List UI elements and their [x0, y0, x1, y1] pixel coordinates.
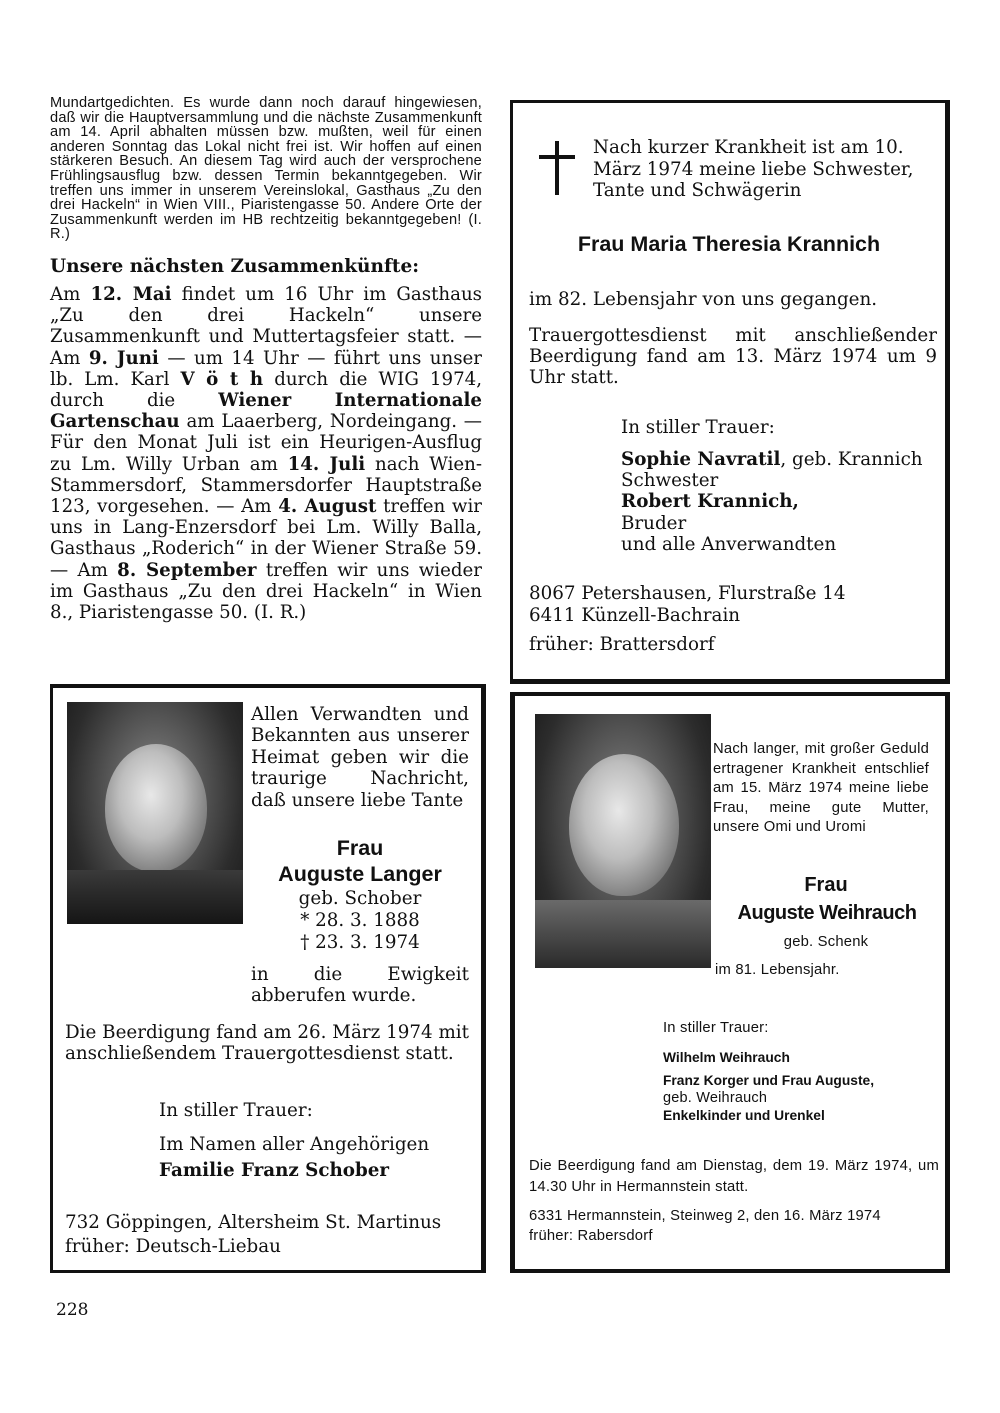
- event-wig: Wiener Internationale Gartenschau: [50, 389, 482, 433]
- krannich-address: 8067 Petershausen, Flurstraße 14 6411 Künzell-Bachrain früher: Brattersdorf: [529, 583, 846, 655]
- langer-funeral: Die Beerdigung fand am 26. März 1974 mit anschließendem Trauergottesdienst statt.: [65, 1022, 469, 1065]
- name-voeth: V ö t h: [180, 368, 264, 390]
- weihrauch-title: Frau: [804, 874, 848, 896]
- langer-family: Familie Franz Schober: [159, 1160, 390, 1181]
- date-july: 14. Juli: [287, 453, 366, 475]
- weihrauch-address: 6331 Hermannstein, Steinweg 2, den 16. März 1974: [529, 1208, 881, 1224]
- langer-name: Auguste Langer: [278, 862, 442, 886]
- krannich-m2-rel: Bruder: [621, 512, 687, 534]
- meetings-body: Am 12. Mai findet um 16 Uhr im Gasthaus „Zu den drei Hackeln“ unsere Zusammenkunft und Muttertagsfeier statt. — Am 9. Juni — um 14 Uhr — führt uns unser lb. Lm. Karl V ö t h durch die WIG 1974, durch die Wiener Internationale Gartenschau am Laaerberg, Nordeingang. — Für den Monat Juli ist ein Heurigen-Ausflug zu Lm. Willy Urban am 14. Juli nach Wien-Stammersdorf, Stammersdorfer Hauptstraße 123, vorgesehen. — Am 4. August treffen wir uns in Lang-Enzersdorf bei Lm. Willy Balla, Gasthaus „Roderich“ in der Wiener Straße 59. — Am 8. September treffen wir uns wieder im Gasthaus „Zu den drei Hackeln“ in Wien 8., Piaristengasse 50. (I. R.): [50, 283, 483, 623]
- krannich-m3: und alle Anverwandten: [621, 533, 837, 555]
- meetings-heading: Unsere nächsten Zusammenkünfte:: [50, 255, 420, 277]
- krannich-intro: Nach kurzer Krankheit ist am 10. März 1974 meine liebe Schwester, Tante und Schwägerin: [593, 137, 914, 201]
- langer-mourning: In stiller Trauer:: [159, 1100, 313, 1121]
- weihrauch-mourners: [663, 1048, 943, 1125]
- langer-outro: in die Ewigkeit abberufen wurde.: [251, 964, 469, 1007]
- notice-weihrauch: [510, 692, 950, 1273]
- langer-title: Frau: [336, 836, 384, 860]
- langer-dates: geb. Schober * 28. 3. 1888 † 23. 3. 1974: [251, 888, 469, 954]
- krannich-mourning: In stiller Trauer:: [621, 417, 775, 438]
- date-august: 4. August: [278, 495, 377, 517]
- weihrauch-born-name: geb. Schenk: [783, 934, 869, 950]
- krannich-m1-name: Sophie Navratil: [621, 449, 781, 470]
- langer-address: 732 Göppingen, Altersheim St. Martinus: [65, 1212, 442, 1233]
- weihrauch-funeral: Die Beerdigung fand am Dienstag, dem 19. März 1974, um 14.30 Uhr in Hermannstein statt.: [529, 1158, 939, 1195]
- weihrauch-mourning: In stiller Trauer:: [663, 1020, 769, 1036]
- krannich-m1-rel: Schwester: [621, 470, 719, 492]
- date-may: 12. Mai: [90, 283, 172, 305]
- notice-krannich: [510, 100, 950, 684]
- weihrauch-intro: Nach langer, mit großer Geduld ertragener Krankheit entschlief am 15. März 1974 meine liebe Frau, meine gute Mutter, unsere Omi und Uromi: [713, 741, 929, 836]
- krannich-m2-name: Robert Krannich,: [621, 491, 799, 513]
- weihrauch-age: im 81. Lebensjahr.: [715, 962, 840, 978]
- krannich-name: Frau Maria Theresia Krannich: [577, 232, 881, 256]
- cross-icon: [539, 141, 575, 195]
- portrait-photo-weihrauch: [535, 714, 711, 968]
- weihrauch-m2: Franz Korger und Frau Auguste,: [663, 1073, 875, 1088]
- krannich-mourners: Sophie Navratil, geb. Krannich Schwester Robert Krannich, Bruder und alle Anverwandten: [621, 449, 941, 555]
- weihrauch-m2-born: geb. Weihrauch: [663, 1090, 768, 1106]
- langer-intro: Allen Verwandten und Bekannten aus unserer Heimat geben wir die traurige Nachricht, daß unsere liebe Tante: [251, 704, 469, 811]
- langer-died: † 23. 3. 1974: [300, 932, 420, 953]
- club-report-paragraph: Mundartgedichten. Es wurde dann noch darauf hingewiesen, daß wir die Hauptversammlung und die nächste Zusammenkunft am 14. April abhalten müssen bzw. mußten, weil für einen anderen Sonntag das Lokal nicht frei ist. Wir hoffen auf einen stärkeren Besuch. An diesem Tag wird auch der versprochene Frühlingsausflug bzw. dessen Termin bekanntgegeben. Wir treffen uns immer in unserem Vereinslokal, Gasthaus „Zu den drei Hackeln“ in Wien VIII., Piaristengasse 50. Andere Orte der Zusammenkunft werden im HB rechtzeitig bekanntgegeben! (I. R.): [50, 95, 482, 243]
- notice-langer: [50, 684, 486, 1273]
- krannich-service: Trauergottesdienst mit anschließender Beerdigung fand am 13. März 1974 um 9 Uhr statt.: [529, 325, 937, 389]
- weihrauch-former: früher: Rabersdorf: [529, 1228, 653, 1244]
- weihrauch-m3: Enkelkinder und Urenkel: [663, 1108, 825, 1123]
- weihrauch-m1: Wilhelm Weihrauch: [663, 1050, 790, 1065]
- krannich-age: im 82. Lebensjahr von uns gegangen.: [529, 289, 878, 310]
- date-june: 9. Juni: [88, 347, 159, 369]
- langer-born: * 28. 3. 1888: [300, 910, 420, 931]
- portrait-photo-langer: [67, 702, 243, 924]
- weihrauch-name: Auguste Weihrauch: [737, 902, 917, 924]
- date-september: 8. September: [117, 559, 257, 581]
- page-number: 228: [56, 1300, 89, 1320]
- langer-former: früher: Deutsch-Liebau: [65, 1236, 281, 1257]
- top-left-column: [50, 96, 482, 623]
- langer-on-behalf: Im Namen aller Angehörigen: [159, 1134, 430, 1155]
